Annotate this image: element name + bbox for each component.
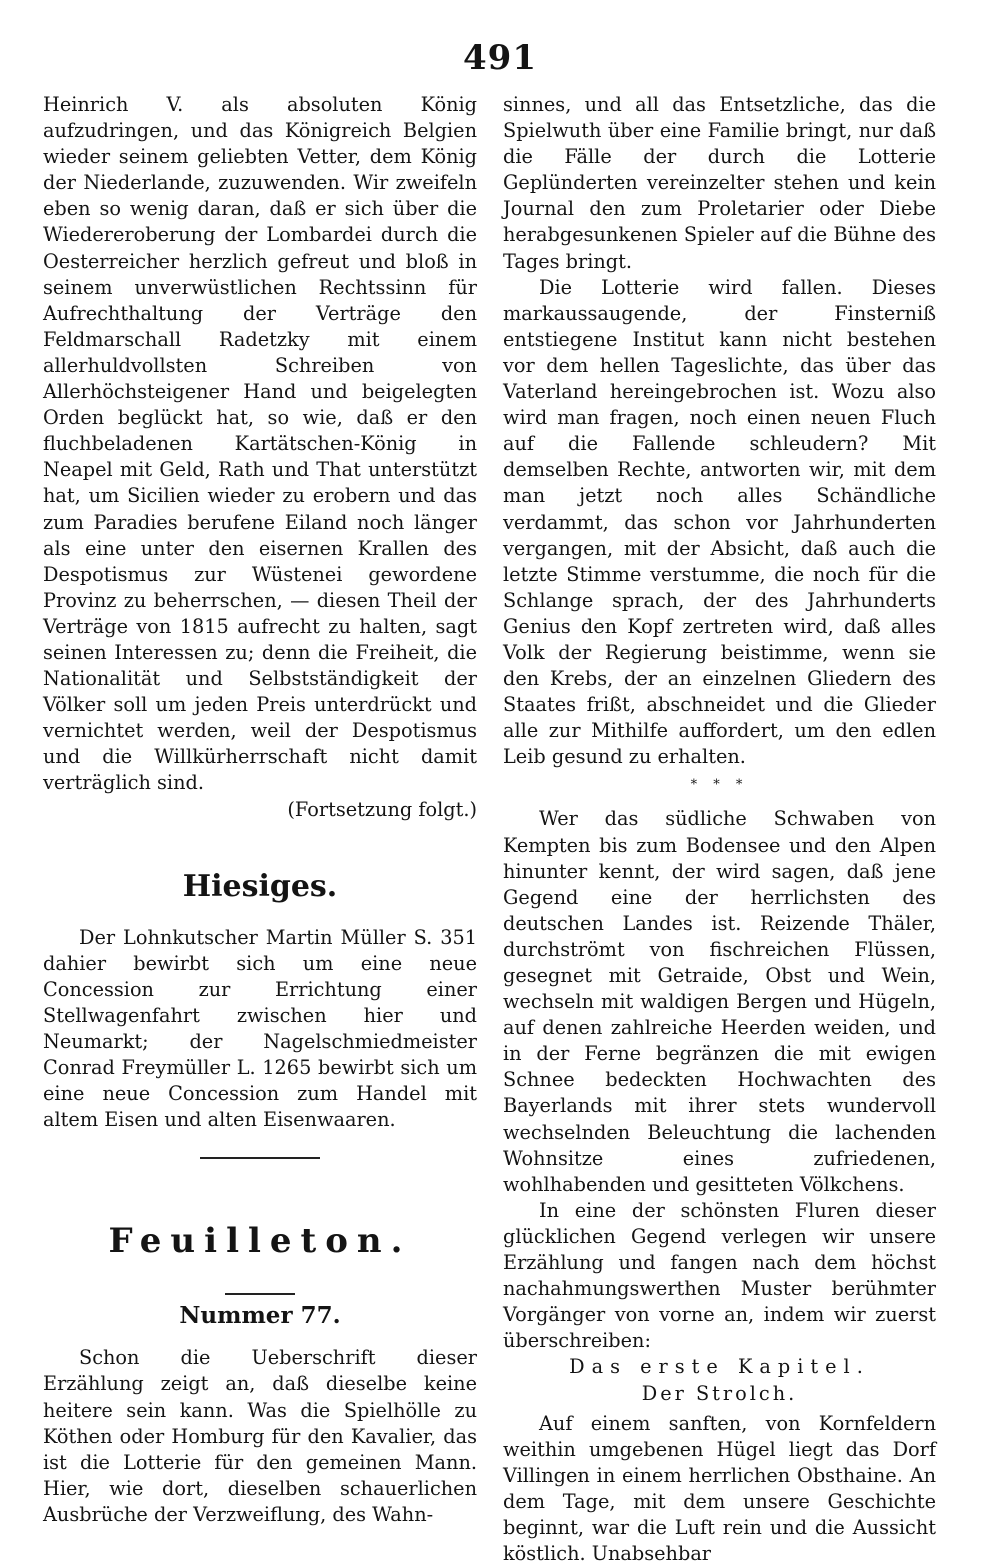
asterism-divider: ⁎ ⁎ ⁎ [690,773,749,789]
story-paragraph-1: sinnes, und all das Entsetzliche, das die Spielwuth über eine Familie bringt, nur daß die Fälle der durch die Lotterie Geplünderten vereinzelter stehen und kein Journal den zum Proletarier oder Diebe herabgesunkenen Spieler auf die Bühne des Tages bringt. [503,93,936,273]
story-paragraph-4: In eine der schönsten Fluren dieser glücklichen Gegend verlegen wir unsere Erzählung und fangen nach dem höchst nachahmungswerthen Muster berühmter Vorgänger von vorne an, indem wir zuerst überschreiben: [503,1198,936,1353]
story-paragraph-2: Die Lotterie wird fallen. Dieses markaussaugende, der Finsterniß entstiegene Institut kann nicht bestehen vor dem hellen Tageslichte, das über das Vaterland hereingebrochen ist. Wozu also wird man fragen, noch einen neuen Fluch auf die Fallende schleudern? Mit demselben Rechte, antworten wir, mit dem man jetzt noch alles Schändliche verdammt, das schon vor Jahrhunderten vergangen, mit der Absicht, daß auch die letzte Stimme verstumme, die noch für die Schlange sprach, der des Jahrhunderts Genius den Kopf zertreten wird, daß alles Volk der Regierung beistimme, wenn sie den Krebs, der an einzelnen Gliedern des Staates frißt, abschneidet und die Glieder alle zur Mithilfe auffordert, um den edlen Leib gesund zu erhalten. [503,275,936,769]
heading-divider [225,1293,295,1295]
section-divider [200,1157,320,1159]
article-continuation: Heinrich V. als absoluten König aufzudringen, und das Königreich Belgien wieder seinem geliebten Vetter, dem König der Niederlande, zuzuwenden. Wir zweifeln eben so wenig daran, daß er sich über die Wiedereroberung der Lombardei durch die Oesterreicher herzlich gefreut und bloß in seinem unverwüstlichen Rechtssinn für Aufrechthaltung der Verträge den Feldmarschall Radetzky mit einem allerhuldvollsten Schreiben von Allerhöchsteigener Hand und beigelegten Orden beglückt hat, so wie, daß er den fluchbeladenen Kartätschen-König in Neapel mit Geld, Rath und That unterstützt hat, um Sicilien wieder zu erobern und das zum Paradies berufene Eiland noch länger als eine unter den eisernen Krallen des Despotismus zur Wüstenei gewordene Provinz zu beherrschen, — diesen Theil der Verträge von 1815 aufrecht zu halten, sagt seinen Interessen zu; denn die Freiheit, die Nationalität und Selbstständigkeit der Völker soll um jeden Preis unterdrückt und vernichtet werden, weil der Despotismus und die Willkürherrschaft nicht damit verträglich sind. [43,93,477,795]
section-heading-local: Hiesiges. [182,868,338,904]
chapter-subtitle: Der Strolch. [641,1381,798,1405]
page-number: 491 [463,38,537,78]
section-heading-feuilleton: Feuilleton. [108,1221,412,1262]
story-paragraph-5: Auf einem sanften, von Kornfeldern weithin umgebenen Hügel liegt das Dorf Villingen in einem herrlichen Obsthaine. An dem Tage, mit dem unsere Geschichte beginnt, war die Luft rein und die Aussicht köstlich. Unabsehbar [503,1411,936,1566]
continued-note: (Fortsetzung folgt.) [287,797,477,821]
story-paragraph-3: Wer das südliche Schwaben von Kempten bis zum Bodensee und den Alpen hinunter kennt, der wird sagen, daß jene Gegend eine der herrlichsten des deutschen Landes ist. Reizende Thäler, durchströmt von fischreichen Flüssen, gesegnet mit Getraide, Obst und Wein, wechseln mit waldigen Bergen und Hügeln, auf denen zahlreiche Heerden weiden, und in der Ferne begränzen die mit ewigen Schnee bedeckten Hochwachten des Bayerlands mit ihrer stets wundervoll wechselnden Beleuchtung die lachenden Wohnsitze eines zufriedenen, wohlhabenden und gesitteten Völkchens. [503,807,936,1196]
story-intro: Schon die Ueberschrift dieser Erzählung zeigt an, daß dieselbe keine heitere sein kann. Was die Spielhölle zu Köthen oder Homburg für den Kavalier, das ist die Lotterie für den gemeinen Mann. Hier, wie dort, dieselben schauerlichen Ausbrüche der Verzweiflung, des Wahn- [43,1346,477,1526]
right-column [503,92,936,1567]
story-title: Nummer 77. [179,1302,341,1330]
local-news-text: Der Lohnkutscher Martin Müller S. 351 dahier bewirbt sich um eine neue Concession zur Errichtung einer Stellwagenfahrt zwischen hier und Neumarkt; der Nagelschmiedmeister Conrad Freymüller L. 1265 bewirbt sich um eine neue Concession zum Handel mit altem Eisen und alten Eisenwaaren. [43,925,477,1132]
chapter-title: Das erste Kapitel. [569,1355,870,1379]
left-column [43,92,477,1528]
